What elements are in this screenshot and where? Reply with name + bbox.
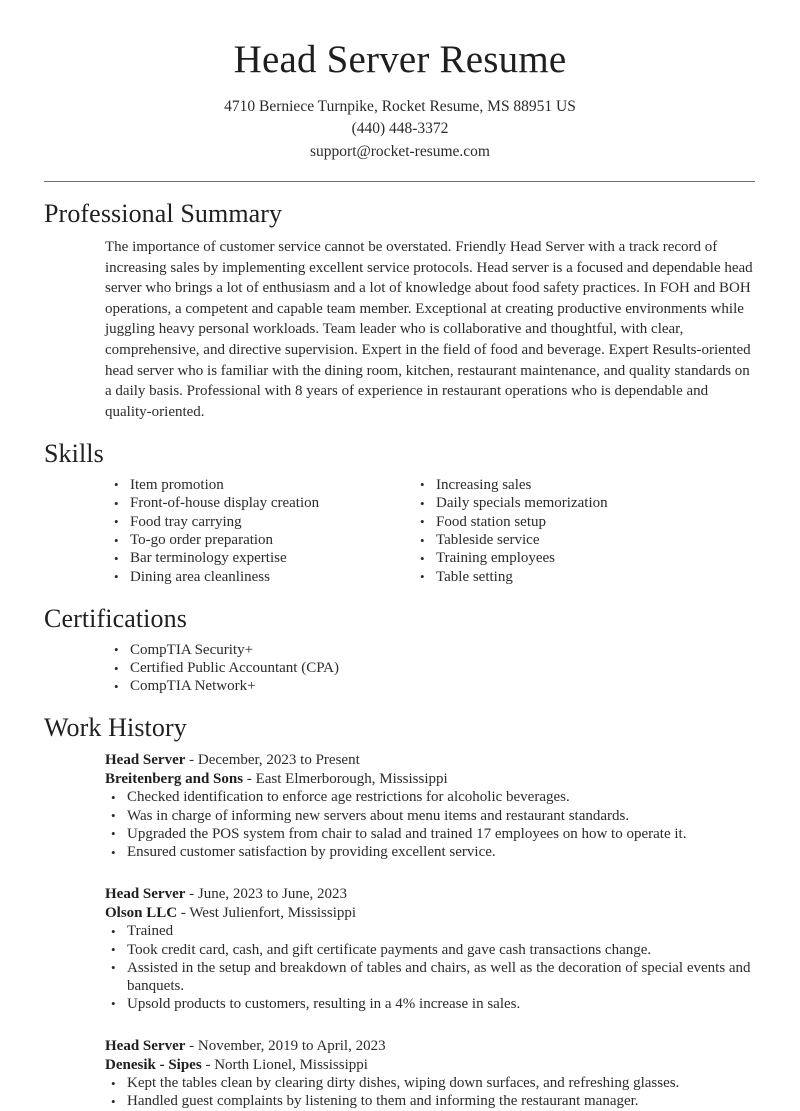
skills-list-left: [108, 477, 414, 587]
job-responsibilities-list: [105, 789, 756, 862]
job-responsibility-item: • Assisted in the setup and breakdown of tables and chairs, as well as the decoration of special events and banquets.: [105, 960, 756, 996]
job-company: Denesik - Sipes: [105, 1056, 202, 1073]
section-certifications: [44, 605, 756, 696]
job-responsibility-item: • Checked identification to enforce age restrictions for alcoholic beverages.: [105, 789, 756, 807]
work-history-entry: [105, 751, 756, 862]
skill-item: • Dining area cleanliness: [108, 569, 414, 587]
header-divider: [44, 181, 755, 182]
job-dates: November, 2019 to April, 2023: [197, 1037, 386, 1054]
job-title-line: [105, 751, 756, 770]
job-title: Head Server: [105, 885, 186, 902]
skill-item: • Food tray carrying: [108, 514, 414, 532]
skill-item: • Front-of-house display creation: [108, 495, 414, 513]
job-responsibility-item: • Was in charge of informing new servers about menu items and restaurant standards.: [105, 808, 756, 826]
section-skills: [44, 440, 756, 587]
contact-phone: (440) 448-3372: [351, 120, 449, 138]
section-heading-work-history: Work History: [44, 713, 187, 743]
work-history-entries: [105, 751, 756, 1111]
job-company-line: [105, 770, 756, 789]
job-company: Breitenberg and Sons: [105, 771, 244, 787]
job-company: Olson LLC: [105, 905, 178, 922]
section-professional-summary: [44, 200, 756, 422]
skill-item: • Daily specials memorization: [414, 495, 720, 513]
certifications-list: [108, 642, 756, 696]
job-company-line: [105, 904, 756, 923]
job-dates: December, 2023 to Present: [197, 751, 360, 768]
job-responsibilities-list: [105, 1075, 756, 1111]
job-location: North Lionel, Mississippi: [214, 1056, 368, 1073]
job-dates: June, 2023 to June, 2023: [197, 885, 348, 902]
job-company-line: [105, 1056, 756, 1075]
job-responsibility-item: • Upsold products to customers, resulting in a 4% increase in sales.: [105, 996, 756, 1014]
job-responsibility-item: • Kept the tables clean by clearing dirty dishes, wiping down surfaces, and refreshing glasses.: [105, 1075, 756, 1093]
certifications-list-wrap: [108, 642, 756, 696]
job-responsibility-item: • Ensured customer satisfaction by providing excellent service.: [105, 844, 756, 862]
job-separator: -: [243, 771, 256, 787]
job-title: Head Server: [105, 1037, 186, 1054]
section-work-history: [44, 714, 756, 1111]
skills-list-right: [414, 477, 720, 587]
job-title: Head Server: [105, 751, 186, 768]
job-title-line: [105, 1037, 756, 1056]
skills-columns: [108, 477, 756, 587]
contact-info: [44, 96, 756, 164]
job-responsibilities-list: [105, 923, 756, 1013]
job-title-line: [105, 885, 756, 904]
job-location: East Elmerborough, Mississippi: [255, 771, 448, 787]
section-heading-summary: Professional Summary: [44, 199, 283, 229]
skill-item: • Training employees: [414, 550, 720, 568]
skill-item: • Increasing sales: [414, 477, 720, 495]
skill-item: • Item promotion: [108, 477, 414, 495]
section-heading-certifications: Certifications: [44, 604, 187, 634]
skill-item: • Tableside service: [414, 532, 720, 550]
contact-address: 4710 Berniece Turnpike, Rocket Resume, MS 88951 US: [224, 97, 576, 115]
contact-email: support@rocket-resume.com: [310, 142, 490, 160]
job-location: West Julienfort, Mississippi: [189, 905, 357, 922]
work-history-entry: [105, 1037, 756, 1111]
job-separator: -: [185, 885, 198, 902]
skill-item: • Bar terminology expertise: [108, 550, 414, 568]
work-history-entry: [105, 885, 756, 1014]
job-separator: -: [185, 1037, 198, 1054]
page-title: Head Server Resume: [233, 38, 567, 81]
job-separator: -: [177, 905, 190, 922]
skills-column-left: [108, 477, 414, 587]
summary-paragraph: The importance of customer service cannot be overstated. Friendly Head Server with a track record of increasing sales by implementing excellent service protocols. Head server is a focused and dependable head server who brings a lot of enthusiasm and a lot of knowledge about food safety practices. In FOH and BOH operations, a competent and capable team member. Exceptional at creating productive environments while juggling heavy personal workloads. Team leader who is collaborative and thoughtful, with clear, comprehensive, and directive supervision. Expert in the field of food and beverage. Expert Results-oriented head server who is familiar with the dining room, kitchen, restaurant maintenance, and quality standards on a daily basis. Professional with 8 years of experience in restaurant operations who is dependable and quality-oriented.: [105, 238, 753, 420]
skill-item: • Food station setup: [414, 514, 720, 532]
skills-column-right: [414, 477, 720, 587]
skill-item: • To-go order preparation: [108, 532, 414, 550]
job-separator: -: [201, 1056, 215, 1073]
section-heading-skills: Skills: [44, 439, 104, 469]
job-responsibility-item: • Took credit card, cash, and gift certificate payments and gave cash transactions change.: [105, 942, 756, 960]
skill-item: • Table setting: [414, 569, 720, 587]
certification-item: • Certified Public Accountant (CPA): [108, 660, 756, 678]
job-responsibility-item: • Handled guest complaints by listening to them and informing the restaurant manager.: [105, 1093, 756, 1111]
job-separator: -: [185, 751, 198, 768]
certification-item: • CompTIA Network+: [108, 678, 756, 696]
job-responsibility-item: • Upgraded the POS system from chair to salad and trained 17 employees on how to operate it.: [105, 826, 756, 844]
certification-item: • CompTIA Security+: [108, 642, 756, 660]
job-responsibility-item: • Trained: [105, 923, 756, 941]
